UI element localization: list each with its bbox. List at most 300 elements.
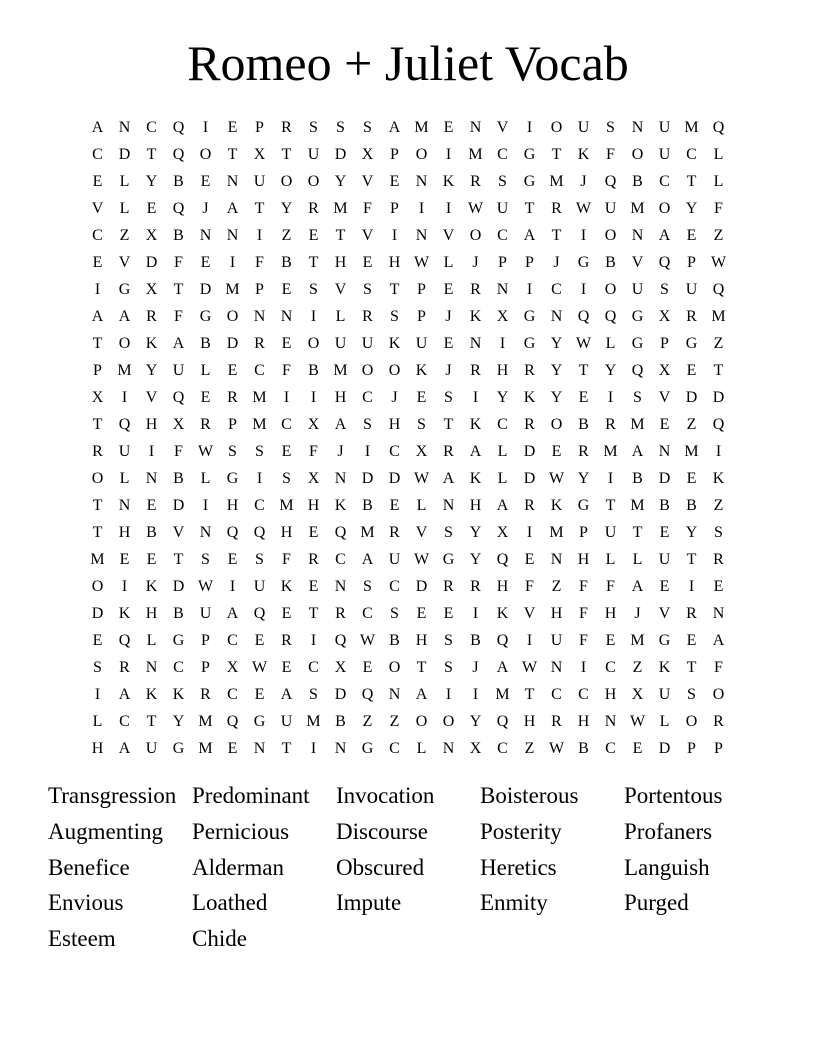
grid-letter: P (660, 335, 669, 352)
grid-letter: B (578, 740, 589, 757)
grid-letter: K (469, 308, 482, 325)
grid-letter: L (632, 551, 643, 568)
grid-letter: I (148, 443, 155, 460)
grid-letter: M (279, 497, 294, 514)
vocab-word: Predominant (192, 783, 310, 808)
grid-letter: D (685, 389, 698, 406)
grid-letter: T (146, 713, 157, 730)
grid-letter: N (658, 443, 671, 460)
grid-letter: C (605, 740, 616, 757)
grid-letter: C (308, 659, 319, 676)
grid-letter: N (604, 713, 617, 730)
grid-letter: M (90, 551, 105, 568)
grid-letter: O (388, 362, 401, 379)
grid-letter: Y (145, 173, 158, 190)
grid-letter: O (415, 713, 428, 730)
grid-letter: D (361, 470, 374, 487)
grid-letter: Z (119, 227, 130, 244)
grid-letter: A (658, 227, 671, 244)
grid-letter: E (362, 659, 373, 676)
grid-letter: J (472, 659, 479, 676)
grid-letter: Z (389, 713, 400, 730)
grid-letter: N (199, 524, 212, 541)
grid-letter: N (550, 551, 563, 568)
grid-letter: O (307, 173, 320, 190)
grid-letter: Z (524, 740, 535, 757)
grid-letter: N (442, 497, 455, 514)
grid-letter: L (335, 308, 346, 325)
grid-letter: W (467, 200, 484, 217)
grid-letter: E (281, 605, 292, 622)
grid-letter: O (712, 686, 725, 703)
grid-letter: R (578, 443, 589, 460)
grid-letter: I (364, 443, 371, 460)
grid-letter: O (469, 227, 482, 244)
grid-letter: U (604, 200, 617, 217)
grid-letter: H (604, 605, 617, 622)
grid-letter: V (415, 524, 428, 541)
grid-letter: E (227, 119, 238, 136)
grid-letter: B (173, 605, 184, 622)
grid-letter: Y (577, 470, 590, 487)
vocab-word: Envious (48, 890, 124, 916)
grid-letter: A (631, 443, 644, 460)
grid-letter: C (497, 227, 508, 244)
grid-letter: E (200, 389, 211, 406)
grid-letter: J (580, 173, 587, 190)
grid-letter: C (497, 416, 508, 433)
grid-letter: I (472, 686, 479, 703)
grid-letter: P (417, 308, 426, 325)
grid-letter: E (308, 578, 319, 595)
grid-letter: Z (713, 497, 724, 514)
grid-letter: C (497, 146, 508, 163)
grid-letter: E (389, 173, 400, 190)
grid-letter: Q (253, 605, 266, 622)
grid-letter: H (388, 254, 401, 271)
grid-letter: M (549, 524, 564, 541)
vocab-word: Profaners (624, 818, 713, 844)
grid-letter: E (659, 524, 670, 541)
grid-letter: E (200, 254, 211, 271)
grid-letter: R (92, 443, 103, 460)
grid-letter: E (308, 227, 319, 244)
grid-letter: K (658, 659, 671, 676)
grid-letter: O (118, 335, 131, 352)
grid-letter: J (634, 605, 641, 622)
grid-letter: N (145, 659, 158, 676)
grid-letter: E (389, 497, 400, 514)
grid-letter: B (173, 173, 184, 190)
grid-letter: K (442, 173, 455, 190)
grid-letter: W (629, 713, 646, 730)
grid-letter: V (145, 389, 158, 406)
vocab-word: Boisterous (480, 783, 579, 808)
grid-letter: I (310, 632, 317, 649)
grid-letter: I (202, 497, 209, 514)
grid-letter: H (523, 713, 536, 730)
grid-letter: Y (280, 200, 293, 217)
grid-letter: F (579, 578, 588, 595)
grid-letter: G (172, 632, 185, 649)
grid-letter: E (551, 443, 562, 460)
grid-letter: I (715, 443, 722, 460)
grid-letter: U (415, 335, 428, 352)
grid-letter: N (199, 227, 212, 244)
grid-letter: M (252, 416, 267, 433)
grid-letter: F (606, 146, 615, 163)
grid-letter: K (334, 497, 347, 514)
grid-letter: Y (604, 362, 617, 379)
grid-letter: P (93, 362, 102, 379)
grid-letter: G (631, 308, 644, 325)
grid-letter: W (197, 578, 214, 595)
grid-letter: J (202, 200, 209, 217)
grid-letter: M (630, 200, 645, 217)
vocab-word: Languish (624, 854, 710, 880)
grid-letter: L (119, 173, 130, 190)
grid-letter: L (119, 200, 130, 217)
vocab-word: Chide (192, 926, 247, 951)
grid-letter: N (496, 281, 509, 298)
grid-letter: U (253, 173, 266, 190)
grid-letter: D (172, 497, 185, 514)
grid-letter: K (469, 416, 482, 433)
grid-letter: V (496, 119, 509, 136)
grid-letter: T (254, 200, 265, 217)
grid-letter: T (335, 227, 346, 244)
grid-letter: Q (361, 686, 374, 703)
grid-letter: N (334, 740, 347, 757)
grid-letter: P (687, 254, 696, 271)
grid-letter: E (227, 551, 238, 568)
grid-letter: T (92, 335, 103, 352)
grid-letter: N (253, 740, 266, 757)
grid-letter: P (687, 740, 696, 757)
grid-letter: C (551, 281, 562, 298)
grid-letter: O (226, 308, 239, 325)
grid-letter: Y (469, 551, 482, 568)
grid-letter: L (443, 254, 454, 271)
grid-letter: G (199, 308, 212, 325)
vocab-word: Benefice (48, 854, 130, 880)
grid-letter: E (659, 578, 670, 595)
grid-letter: F (309, 443, 318, 460)
grid-letter: F (606, 578, 615, 595)
vocab-word: Obscured (336, 854, 425, 880)
grid-letter: Q (604, 173, 617, 190)
grid-letter: N (550, 308, 563, 325)
grid-letter: R (470, 173, 481, 190)
grid-letter: B (389, 632, 400, 649)
grid-letter: G (523, 308, 536, 325)
grid-letter: I (94, 686, 101, 703)
grid-letter: K (415, 362, 428, 379)
grid-letter: I (256, 470, 263, 487)
grid-letter: E (443, 281, 454, 298)
grid-letter: X (307, 470, 320, 487)
grid-letter: X (658, 362, 671, 379)
grid-letter: W (548, 740, 565, 757)
grid-letter: C (119, 713, 130, 730)
grid-letter: U (334, 335, 347, 352)
vocab-word: Heretics (480, 854, 557, 880)
grid-letter: I (310, 740, 317, 757)
grid-letter: C (173, 659, 184, 676)
grid-letter: D (334, 146, 347, 163)
grid-letter: S (363, 281, 372, 298)
grid-letter: W (710, 254, 727, 271)
grid-letter: E (686, 362, 697, 379)
grid-letter: Q (226, 713, 239, 730)
grid-letter: H (118, 524, 131, 541)
grid-letter: O (604, 281, 617, 298)
grid-letter: M (495, 686, 510, 703)
page-title: Romeo + Juliet Vocab (187, 35, 629, 91)
grid-letter: I (688, 578, 695, 595)
grid-letter: D (145, 254, 158, 271)
grid-letter: P (579, 524, 588, 541)
grid-letter: I (526, 524, 533, 541)
grid-letter: O (604, 227, 617, 244)
grid-letter: Q (334, 524, 347, 541)
grid-letter: R (200, 686, 211, 703)
grid-letter: S (633, 389, 642, 406)
grid-letter: E (686, 470, 697, 487)
grid-letter: X (145, 227, 158, 244)
grid-letter: M (684, 119, 699, 136)
grid-letter: H (469, 497, 482, 514)
grid-letter: I (310, 389, 317, 406)
grid-letter: H (226, 497, 239, 514)
grid-letter: K (280, 578, 293, 595)
grid-letter: D (712, 389, 725, 406)
grid-letter: P (255, 281, 264, 298)
grid-letter: M (198, 713, 213, 730)
vocab-word: Discourse (336, 818, 428, 844)
grid-letter: M (333, 200, 348, 217)
grid-letter: O (91, 578, 104, 595)
grid-letter: N (226, 227, 239, 244)
grid-letter: X (469, 740, 482, 757)
grid-letter: N (226, 173, 239, 190)
grid-letter: G (577, 254, 590, 271)
grid-letter: S (714, 524, 723, 541)
grid-letter: O (307, 335, 320, 352)
grid-letter: I (310, 308, 317, 325)
grid-letter: H (415, 632, 428, 649)
grid-letter: S (444, 389, 453, 406)
grid-letter: S (282, 470, 291, 487)
grid-letter: E (92, 632, 103, 649)
grid-letter: M (468, 146, 483, 163)
grid-letter: L (713, 146, 724, 163)
grid-letter: E (416, 389, 427, 406)
grid-letter: U (550, 632, 563, 649)
grid-letter: D (658, 470, 671, 487)
vocab-word: Esteem (48, 926, 116, 951)
grid-letter: C (389, 740, 400, 757)
grid-letter: L (119, 470, 130, 487)
grid-letter: B (200, 335, 211, 352)
grid-letter: B (362, 497, 373, 514)
grid-letter: B (632, 470, 643, 487)
grid-letter: K (577, 146, 590, 163)
grid-letter: S (606, 119, 615, 136)
grid-letter: R (524, 497, 535, 514)
grid-letter: W (413, 470, 430, 487)
grid-letter: C (389, 578, 400, 595)
grid-letter: K (388, 335, 401, 352)
grid-letter: N (631, 227, 644, 244)
grid-letter: Q (118, 416, 131, 433)
grid-letter: N (280, 308, 293, 325)
grid-letter: C (362, 605, 373, 622)
grid-letter: N (712, 605, 725, 622)
grid-letter: I (256, 227, 263, 244)
grid-letter: E (254, 686, 265, 703)
grid-letter: I (418, 200, 425, 217)
grid-letter: S (444, 524, 453, 541)
grid-letter: I (580, 659, 587, 676)
grid-letter: B (578, 416, 589, 433)
grid-letter: R (551, 713, 562, 730)
grid-letter: S (363, 578, 372, 595)
grid-letter: L (92, 713, 103, 730)
grid-letter: D (91, 605, 104, 622)
grid-letter: V (658, 605, 671, 622)
grid-letter: V (91, 200, 104, 217)
grid-letter: H (334, 254, 347, 271)
grid-letter: R (308, 551, 319, 568)
grid-letter: A (226, 200, 239, 217)
grid-letter: D (658, 740, 671, 757)
grid-letter: M (684, 443, 699, 460)
grid-letter: N (469, 335, 482, 352)
grid-letter: S (255, 551, 264, 568)
vocab-word: Invocation (336, 783, 435, 808)
grid-letter: A (91, 119, 104, 136)
grid-letter: N (334, 578, 347, 595)
grid-letter: S (417, 416, 426, 433)
grid-letter: U (307, 146, 320, 163)
grid-letter: R (470, 362, 481, 379)
grid-letter: N (253, 308, 266, 325)
grid-letter: I (391, 227, 398, 244)
grid-letter: D (415, 578, 428, 595)
grid-letter: W (548, 470, 565, 487)
grid-letter: G (118, 281, 131, 298)
grid-letter: C (578, 686, 589, 703)
grid-letter: B (632, 173, 643, 190)
grid-letter: I (526, 281, 533, 298)
grid-letter: W (251, 659, 268, 676)
grid-letter: T (416, 659, 427, 676)
grid-letter: K (550, 497, 563, 514)
grid-letter: A (631, 578, 644, 595)
grid-letter: P (201, 659, 210, 676)
grid-letter: I (121, 578, 128, 595)
grid-letter: O (415, 146, 428, 163)
grid-letter: T (524, 200, 535, 217)
vocab-word: Portentous (624, 783, 723, 808)
grid-letter: W (413, 254, 430, 271)
grid-letter: J (445, 362, 452, 379)
grid-letter: C (686, 146, 697, 163)
grid-letter: Q (604, 308, 617, 325)
grid-letter: U (658, 686, 671, 703)
grid-letter: R (605, 416, 616, 433)
grid-letter: E (443, 335, 454, 352)
grid-letter: O (361, 362, 374, 379)
grid-letter: V (631, 254, 644, 271)
grid-letter: X (631, 686, 644, 703)
grid-letter: K (145, 686, 158, 703)
grid-letter: U (577, 119, 590, 136)
vocab-word: Loathed (192, 890, 268, 916)
grid-letter: L (497, 443, 508, 460)
grid-letter: G (523, 173, 536, 190)
grid-letter: N (145, 470, 158, 487)
grid-letter: I (229, 578, 236, 595)
grid-letter: N (469, 119, 482, 136)
grid-letter: U (604, 524, 617, 541)
grid-letter: Q (172, 119, 185, 136)
grid-letter: R (524, 416, 535, 433)
grid-letter: P (390, 146, 399, 163)
grid-letter: D (523, 470, 536, 487)
grid-letter: A (415, 686, 428, 703)
grid-letter: K (145, 578, 158, 595)
grid-letter: F (579, 605, 588, 622)
grid-letter: A (361, 551, 374, 568)
grid-letter: V (172, 524, 185, 541)
grid-letter: S (444, 659, 453, 676)
grid-letter: M (630, 497, 645, 514)
grid-letter: C (254, 362, 265, 379)
grid-letter: C (389, 443, 400, 460)
grid-letter: A (334, 416, 347, 433)
grid-letter: P (228, 416, 237, 433)
grid-letter: H (496, 362, 509, 379)
grid-letter: Q (226, 524, 239, 541)
grid-letter: X (91, 389, 104, 406)
grid-letter: E (146, 200, 157, 217)
grid-letter: R (470, 281, 481, 298)
grid-letter: A (280, 686, 293, 703)
grid-letter: K (145, 335, 158, 352)
grid-letter: C (92, 146, 103, 163)
grid-letter: O (550, 416, 563, 433)
grid-letter: R (713, 713, 724, 730)
grid-letter: P (255, 119, 264, 136)
grid-letter: S (201, 551, 210, 568)
grid-letter: F (714, 200, 723, 217)
grid-letter: M (711, 308, 726, 325)
grid-letter: I (229, 254, 236, 271)
grid-letter: U (388, 551, 401, 568)
grid-letter: F (714, 659, 723, 676)
grid-letter: D (523, 443, 536, 460)
grid-letter: I (526, 119, 533, 136)
grid-letter: T (92, 524, 103, 541)
grid-letter: Z (281, 227, 292, 244)
grid-letter: O (658, 200, 671, 217)
grid-letter: T (173, 281, 184, 298)
grid-letter: Z (686, 416, 697, 433)
grid-letter: I (121, 389, 128, 406)
grid-letter: R (686, 308, 697, 325)
